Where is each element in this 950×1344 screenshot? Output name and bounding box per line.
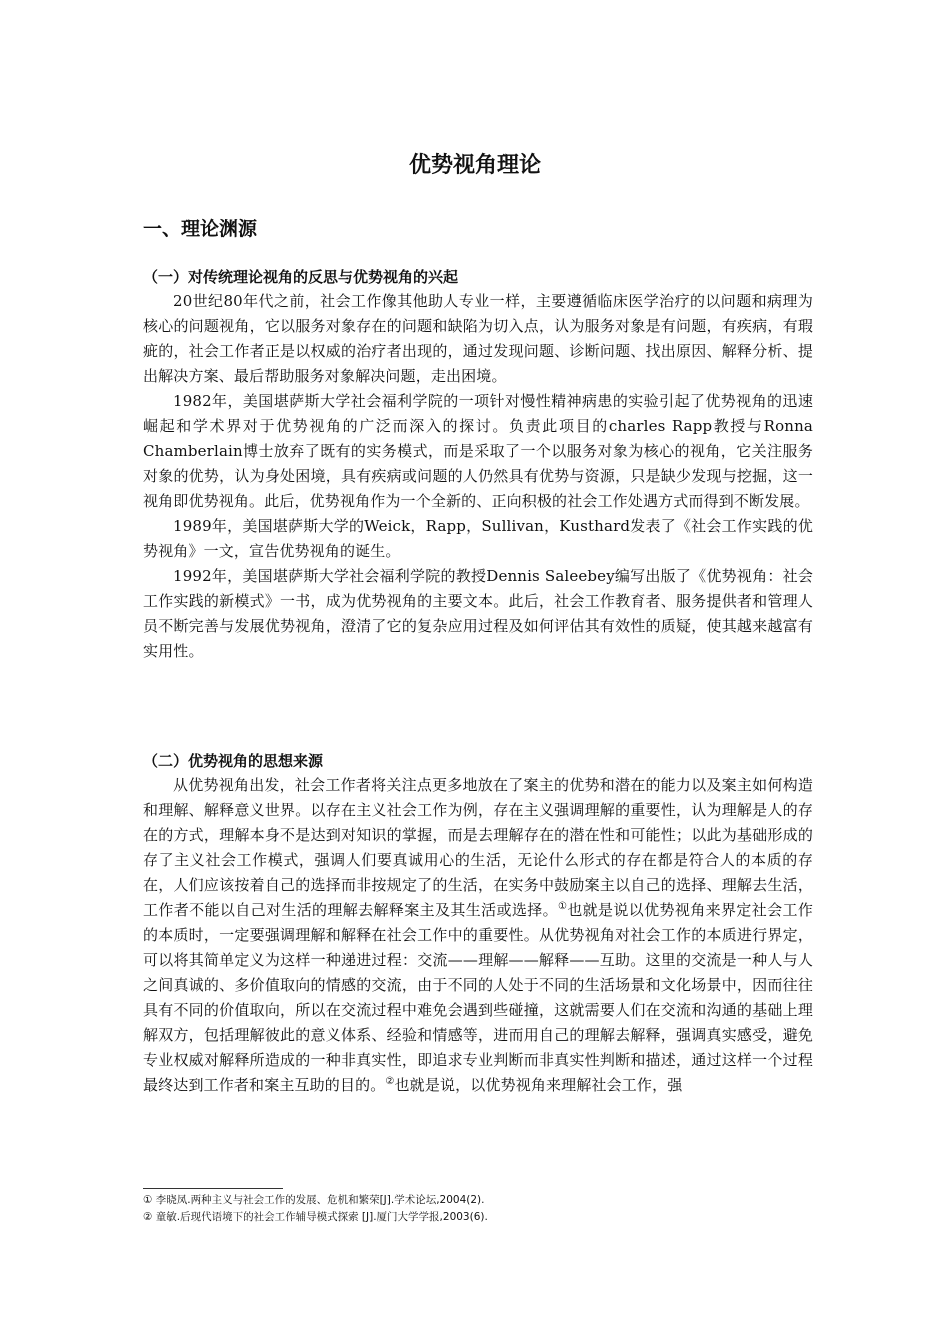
paragraph: 20世纪80年代之前，社会工作像其他助人专业一样，主要遵循临床医学治疗的以问题和病理为核心的问题视角，它以服务对象存在的问题和缺陷为切入点，认为服务对象是有问题，有疾病，有瑕疵的，社会工作者正是以权威的治疗者出现的，通过发现问题、诊断问题、找出原因、解释分析、提出解决方案、最后帮助服务对象解决问题，走出困境。 [143, 292, 813, 385]
section-heading-origins: 一、理论渊源 [143, 218, 258, 240]
text-run: 也就是说以优势视角来界定社会工作的本质时，一定要强调理解和解释在社会工作中的重要性。从优势视角对社会工作的本质进行界定，可以将其简单定义为这样一种递进过程：交流——理解——解释——互助。这里的交流是一种人与人之间真诚的、多价值取向的情感的交流，由于不同的人处于不同的生活场景和文化场景中，因而往往具有不同的价值取向，所以在交流过程中难免会遇到些碰撞，这就需要人们在交流和沟通的基础上理解双方，包括理解彼此的意义体系、经验和情感等，进而用自己的理解去解释，强调真实感受，避免专业权威对解释所造成的一种非真实性，即追求专业判断而非真实性判断和描述，通过这样一个过程最终达到工作者和案主互助的目的。 [143, 901, 813, 1094]
footnote-2: ② 童敏.后现代语境下的社会工作辅导模式探索 [J].厦门大学学报,2003(6). [143, 1211, 488, 1223]
text-run: 从优势视角出发，社会工作者将关注点更多地放在了案主的优势和潜在的能力以及案主如何构造和理解、解释意义世界。以存在主义社会工作为例，存在主义强调理解的重要性，认为理解是人的存在的方式，理解本身不是达到对知识的掌握，而是去理解存在的潜在性和可能性；以此为基础形成的存了主义社会工作模式，强调人们要真诚用心的生活，无论什么形式的存在都是符合人的本质的存在，人们应该按着自己的选择而非按规定了的生活，在实务中鼓励案主以自己的选择、理解去生活，工作者不能以自己对生活的理解去解释案主及其生活或选择。 [143, 776, 813, 919]
subsection-heading-rise: （一）对传统理论视角的反思与优势视角的兴起 [143, 268, 459, 286]
document-title: 优势视角理论 [408, 153, 541, 178]
paragraph: 1989年，美国堪萨斯大学的Weick，Rapp，Sullivan，Kusthard发表了《社会工作实践的优势视角》一文，宣告优势视角的诞生。 [143, 517, 813, 560]
footnote-1: ① 李晓凤.两种主义与社会工作的发展、危机和繁荣[J].学术论坛,2004(2). [143, 1194, 485, 1206]
subsection-body-sources [143, 773, 813, 1098]
subsection-body-rise [143, 289, 813, 664]
footnote-divider [143, 1188, 283, 1189]
footnote-ref-1[interactable]: ① [557, 901, 568, 912]
text-run: 也就是说，以优势视角来理解社会工作，强 [394, 1076, 683, 1094]
footnotes [143, 1192, 813, 1226]
paragraph: 1982年，美国堪萨斯大学社会福利学院的一项针对慢性精神病患的实验引起了优势视角的迅速崛起和学术界对于优势视角的广泛而深入的探讨。负责此项目的charles Rapp教授与Ronna Chamberlain博士放弃了既有的实务模式，而是采取了一个以服务对象为核心的视角，它关注服务对象的优势，认为身处困境，具有疾病或问题的人仍然具有优势与资源，只是缺少发现与挖掘，这一视角即优势视角。此后，优势视角作为一个全新的、正向积极的社会工作处遇方式而得到不断发展。 [143, 392, 813, 510]
footnote-ref-2[interactable]: ② [385, 1076, 395, 1087]
paragraph: 1992年，美国堪萨斯大学社会福利学院的教授Dennis Saleebey编写出版了《优势视角：社会工作实践的新模式》一书，成为优势视角的主要文本。此后，社会工作教育者、服务提供者和管理人员不断完善与发展优势视角，澄清了它的复杂应用过程及如何评估其有效性的质疑，使其越来越富有实用性。 [143, 567, 813, 660]
paragraph [143, 773, 813, 1098]
subsection-heading-sources: （二）优势视角的思想来源 [143, 752, 324, 770]
